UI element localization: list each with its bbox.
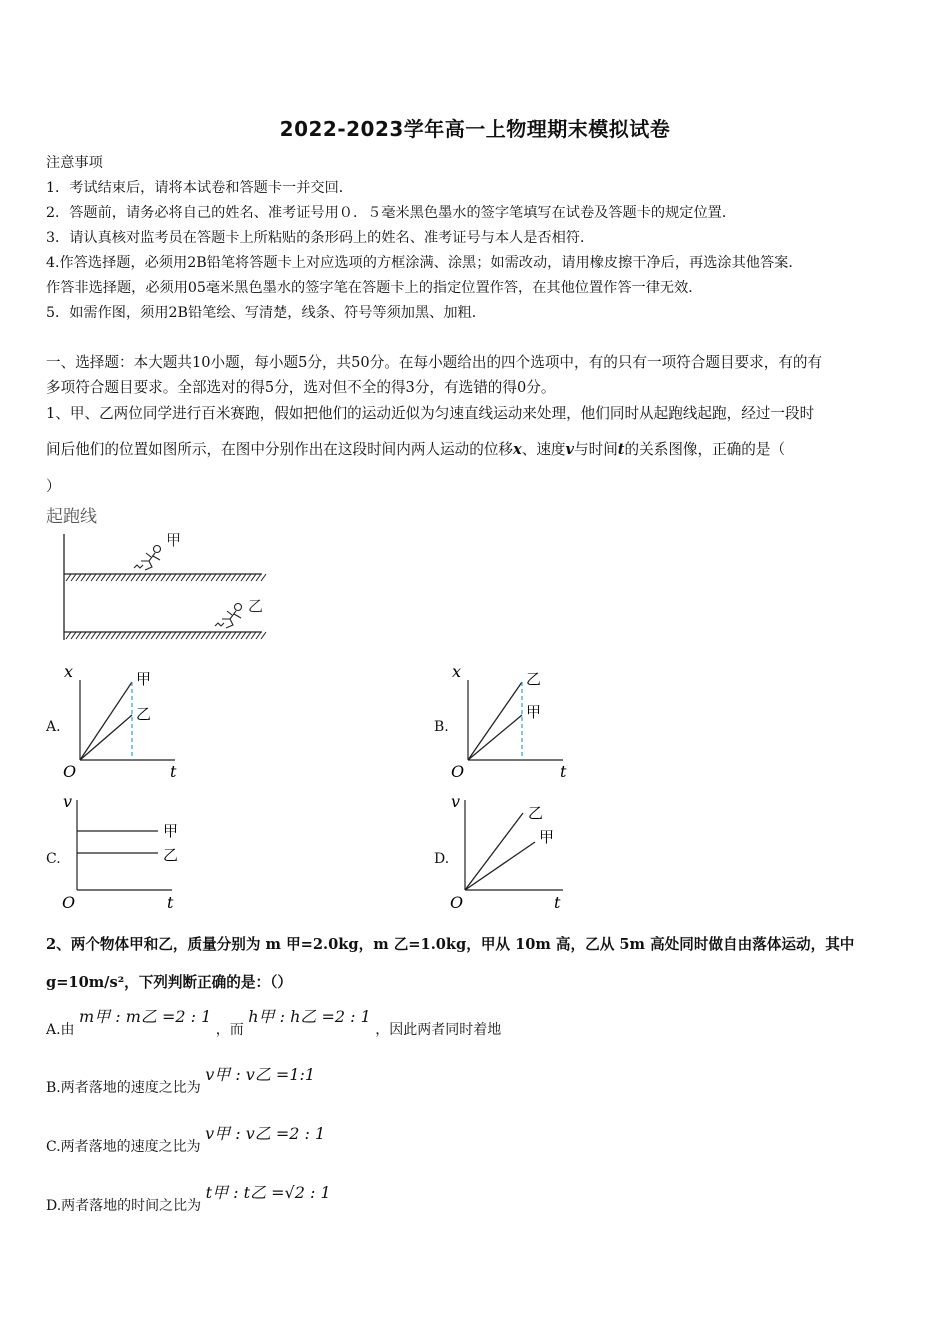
hatch-mark <box>206 574 211 581</box>
option-b-graph <box>448 660 588 785</box>
hatch-mark <box>96 574 101 581</box>
hatch-mark <box>221 632 226 639</box>
hatch-mark <box>181 574 186 581</box>
hatch-mark <box>186 574 191 581</box>
hatch-mark <box>136 574 141 581</box>
hatch-mark <box>106 574 111 581</box>
line-label: 乙 <box>528 804 544 822</box>
hatch-mark <box>116 632 121 639</box>
section-heading-cont: 多项符合题目要求。全部选对的得5分，选对但不全的得3分，有选错的得0分。 <box>46 379 556 396</box>
hatch-mark <box>151 632 156 639</box>
origin-label: O <box>451 762 465 781</box>
hatch-mark <box>156 632 161 639</box>
hatch-mark <box>66 574 71 581</box>
hatch-mark <box>171 574 176 581</box>
hatch-mark <box>91 574 96 581</box>
q1-segment: 的关系图像，正确的是（ <box>624 441 786 458</box>
hatch-mark <box>156 574 161 581</box>
hatch-mark <box>251 574 256 581</box>
origin-label: O <box>62 893 76 912</box>
hatch-mark <box>201 632 206 639</box>
hatch-mark <box>131 574 136 581</box>
axis-label: x <box>64 662 74 681</box>
option-c-graph <box>60 790 200 915</box>
hatch-mark <box>161 632 166 639</box>
track-hatch <box>66 632 266 639</box>
start-line-label: 起跑线 <box>46 507 97 527</box>
track-hatch <box>66 574 266 581</box>
q2-option-c <box>46 1121 326 1155</box>
line-label: 甲 <box>539 828 555 846</box>
q2-option-b-pre: B.两者落地的速度之比为 <box>46 1080 201 1096</box>
hatch-mark <box>251 632 256 639</box>
hatch-mark <box>216 632 221 639</box>
runner-jia-icon <box>134 546 161 571</box>
hatch-mark <box>181 632 186 639</box>
hatch-mark <box>116 574 121 581</box>
hatch-mark <box>196 632 201 639</box>
hatch-mark <box>141 632 146 639</box>
question-1-text: ） <box>46 478 61 495</box>
hatch-mark <box>101 574 106 581</box>
axis-label: t <box>170 762 177 781</box>
hatch-mark <box>161 574 166 581</box>
q2-option-b <box>46 1062 316 1096</box>
line-label: 乙 <box>163 846 179 864</box>
hatch-mark <box>231 632 236 639</box>
q1-var-t: t <box>617 441 625 458</box>
option-d-label: D. <box>434 851 450 867</box>
hatch-mark <box>221 574 226 581</box>
hatch-mark <box>91 632 96 639</box>
page-title: 2022-2023学年高一上物理期末模拟试卷 <box>279 117 671 141</box>
hatch-mark <box>176 574 181 581</box>
hatch-mark <box>71 632 76 639</box>
hatch-mark <box>176 632 181 639</box>
q2-option-a-mid: ，而 <box>215 1022 244 1038</box>
hatch-mark <box>76 574 81 581</box>
section-heading: 一、选择题：本大题共10小题，每小题5分，共50分。在每小题给出的四个选项中，有的只有一项符合题目要求，有的有 <box>46 354 823 371</box>
option-c-label: C. <box>46 851 61 867</box>
question-1-text <box>46 438 785 459</box>
q1-segment: 间后他们的位置如图所示，在图中分别作出在这段时间内两人运动的位移 <box>46 441 514 458</box>
hatch-mark <box>121 574 126 581</box>
hatch-mark <box>121 632 126 639</box>
option-a-graph <box>60 660 200 785</box>
hatch-mark <box>211 632 216 639</box>
notice-item: 2．答题前，请务必将自己的姓名、准考证号用０．５毫米黑色墨水的签字笔填写在试卷及答题卡的规定位置． <box>46 205 737 221</box>
hatch-mark <box>246 632 251 639</box>
hatch-mark <box>191 574 196 581</box>
hatch-mark <box>146 632 151 639</box>
origin-label: O <box>63 762 77 781</box>
hatch-mark <box>101 632 106 639</box>
hatch-mark <box>96 632 101 639</box>
hatch-mark <box>261 574 266 581</box>
hatch-mark <box>256 632 261 639</box>
question-2-text: 2、两个物体甲和乙，质量分别为 m 甲=2.0kg，m 乙=1.0kg，甲从 10m 高，乙从 5m 高处同时做自由落体运动，其中 <box>46 936 855 953</box>
hatch-mark <box>86 574 91 581</box>
q2-option-c-pre: C.两者落地的速度之比为 <box>46 1139 201 1155</box>
hatch-mark <box>126 632 131 639</box>
hatch-mark <box>146 574 151 581</box>
hatch-mark <box>166 632 171 639</box>
runner-jia-label: 甲 <box>166 531 182 549</box>
question-1-text: 1、甲、乙两位同学进行百米赛跑，假如把他们的运动近似为匀速直线运动来处理，他们同时从起跑线起跑，经过一段时 <box>46 405 815 422</box>
q2-option-c-expr: v甲 : v乙 =2 : 1 <box>205 1124 326 1143</box>
hatch-mark <box>261 632 266 639</box>
hatch-mark <box>246 574 251 581</box>
hatch-mark <box>151 574 156 581</box>
hatch-mark <box>81 574 86 581</box>
hatch-mark <box>131 632 136 639</box>
hatch-mark <box>226 574 231 581</box>
origin-label: O <box>450 893 464 912</box>
q2-option-a <box>46 1004 502 1038</box>
axis-label: t <box>554 893 561 912</box>
hatch-mark <box>66 632 71 639</box>
hatch-mark <box>186 632 191 639</box>
option-b-label: B. <box>434 719 449 735</box>
q2-option-a-pre: A.由 <box>46 1022 75 1038</box>
hatch-mark <box>86 632 91 639</box>
question-2-text: g=10m/s²，下列判断正确的是：（） <box>46 974 292 991</box>
hatch-mark <box>216 574 221 581</box>
axis-label: t <box>560 762 567 781</box>
hatch-mark <box>81 632 86 639</box>
line-label: 乙 <box>526 670 542 688</box>
option-a-label: A. <box>46 719 61 735</box>
hatch-mark <box>201 574 206 581</box>
hatch-mark <box>236 574 241 581</box>
line-label: 甲 <box>136 670 152 688</box>
notice-item: 作答非选择题，必须用05毫米黑色墨水的签字笔在答题卡上的指定位置作答，在其他位置作答一律无效． <box>46 280 703 296</box>
q1-segment: 与时间 <box>574 441 618 458</box>
q2-option-d-pre: D.两者落地的时间之比为 <box>46 1198 202 1214</box>
q2-option-b-expr: v甲 : v乙 =1:1 <box>205 1065 316 1084</box>
axis-label: v <box>451 792 461 811</box>
axis-label: v <box>63 792 73 811</box>
line-label: 甲 <box>526 703 542 721</box>
notice-item: 5．如需作图，须用2B铅笔绘、写清楚，线条、符号等须加黑、加粗． <box>46 305 486 321</box>
q1-var-x: x <box>513 441 522 458</box>
line-label: 乙 <box>136 705 152 723</box>
notice-item: 1．考试结束后，请将本试卷和答题卡一并交回． <box>46 180 353 196</box>
hatch-mark <box>111 632 116 639</box>
hatch-mark <box>191 632 196 639</box>
hatch-mark <box>211 574 216 581</box>
notice-item: 4.作答选择题，必须用2B铅笔将答题卡上对应选项的方框涂满、涂黑；如需改动，请用橡皮擦干净后，再选涂其他答案． <box>46 255 803 271</box>
hatch-mark <box>256 574 261 581</box>
hatch-mark <box>241 632 246 639</box>
q2-option-a-expr2: h甲 : h乙 =2 : 1 <box>248 1007 371 1026</box>
race-figure <box>40 500 280 650</box>
hatch-mark <box>171 632 176 639</box>
hatch-mark <box>166 574 171 581</box>
hatch-mark <box>141 574 146 581</box>
hatch-mark <box>196 574 201 581</box>
q2-option-d-expr: t甲 : t乙 =√2 : 1 <box>205 1183 331 1202</box>
hatch-mark <box>136 632 141 639</box>
hatch-mark <box>126 574 131 581</box>
option-d-graph <box>448 790 588 915</box>
hatch-mark <box>206 632 211 639</box>
runner-yi-label: 乙 <box>248 597 264 615</box>
hatch-mark <box>241 574 246 581</box>
q2-option-a-post: ，因此两者同时着地 <box>375 1022 502 1038</box>
hatch-mark <box>236 632 241 639</box>
q1-segment: 、速度 <box>521 441 566 458</box>
hatch-mark <box>231 574 236 581</box>
hatch-mark <box>226 632 231 639</box>
hatch-mark <box>111 574 116 581</box>
axis-label: t <box>167 893 174 912</box>
hatch-mark <box>106 632 111 639</box>
axis-label: x <box>452 662 462 681</box>
q2-option-d <box>46 1180 331 1214</box>
runner-yi-icon <box>215 604 242 629</box>
q2-option-a-expr1: m甲 : m乙 =2 : 1 <box>79 1007 212 1026</box>
notice-item: 3．请认真核对监考员在答题卡上所粘贴的条形码上的姓名、准考证号与本人是否相符． <box>46 230 595 246</box>
hatch-mark <box>76 632 81 639</box>
notice-heading: 注意事项 <box>46 155 103 171</box>
q1-var-v: v <box>565 441 574 458</box>
line-label: 甲 <box>163 822 179 840</box>
hatch-mark <box>71 574 76 581</box>
